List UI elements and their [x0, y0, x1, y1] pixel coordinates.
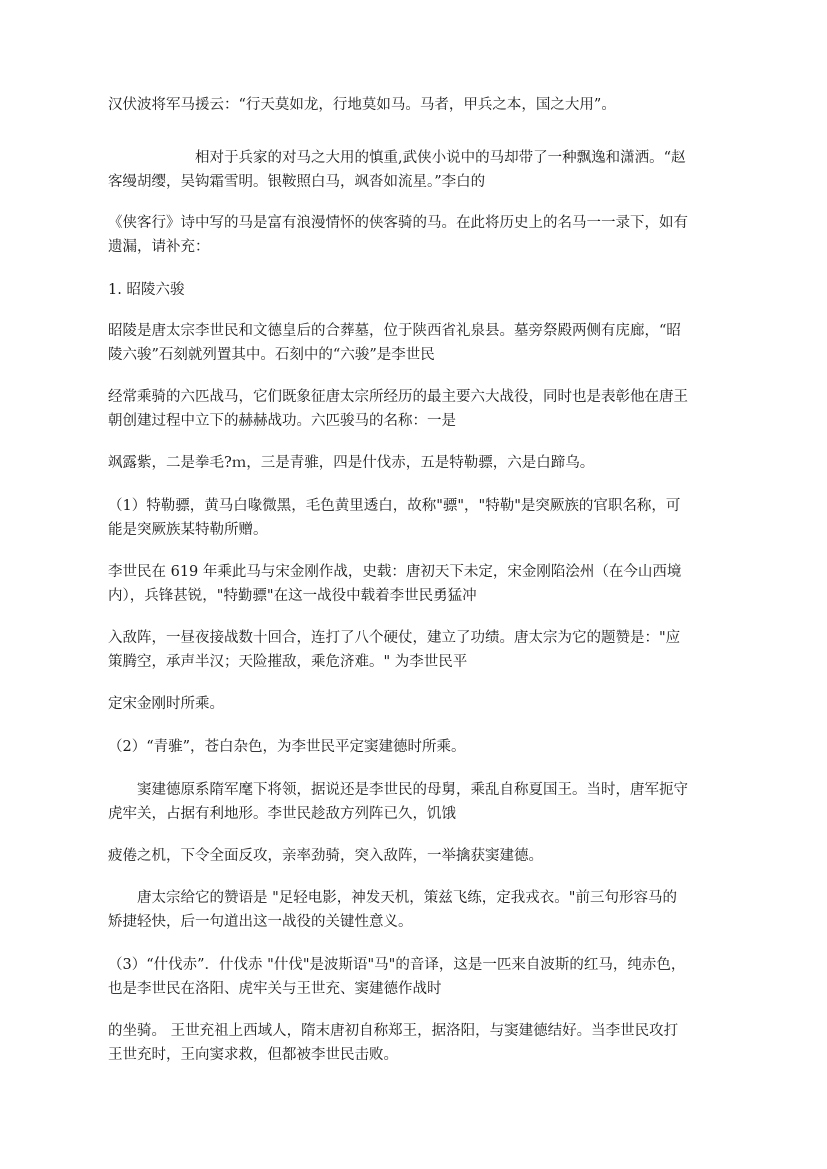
text-line: 朝创建过程中立下的赫赫战功。六匹骏马的名称：一是 [108, 413, 456, 429]
paragraph-wang-shichong [108, 1019, 708, 1067]
paragraph-qingzhui [108, 735, 708, 759]
text-line: 内），兵锋甚锐，"特勤骠"在这一战役中载着李世民勇猛冲 [108, 588, 477, 604]
text-line: 飒露紫，二是拳毛?ｍ，三是青骓，四是什伐赤，五是特勒骠，六是白蹄乌。 [108, 455, 595, 471]
paragraph-ma-yuan-quote [108, 93, 708, 117]
text-line: （1）特勒骠，黄马白喙微黑，毛色黄里透白，故称"骠"，"特勒"是突厥族的官职名称，可 [108, 498, 681, 514]
text-line: 相对于兵家的对马之大用的慎重,武侠小说中的马却带了一种飘逸和潇洒。“赵 [108, 150, 686, 166]
text-line: 定宋金刚时所乘。 [108, 696, 224, 712]
text-line: 窦建德原系隋军麾下将领，据说还是李世民的母舅，乘乱自称夏国王。当时，唐军扼守 [108, 782, 688, 798]
section-heading-zhaoling [108, 278, 708, 302]
text-line: 唐太宗给它的赞语是 "足轻电影，神发天机，策兹飞练，定我戎衣。"前三句形容马的 [108, 890, 677, 906]
paragraph-song-jingang-end [108, 692, 708, 716]
text-line: （2）“青骓”，苍白杂色，为李世民平定窦建德时所乘。 [108, 739, 466, 755]
text-line: 矫捷轻快，后一句道出这一战役的关键性意义。 [108, 914, 413, 930]
paragraph-zhaoling-tomb [108, 319, 708, 367]
paragraph-horse-names [108, 451, 708, 475]
text-line: 虎牢关，占据有利地形。李世民趁敌方列阵已久，饥饿 [108, 806, 456, 822]
paragraph-telebiao [108, 494, 708, 542]
paragraph-telebiao-eulogy [108, 626, 708, 674]
text-line: 的坐骑。 王世充祖上西域人，隋末唐初自称郑王，据洛阳，与窦建德结好。当李世民攻打 [108, 1023, 679, 1039]
paragraph-wuxia-horse-intro [108, 146, 708, 194]
paragraph-shifachi [108, 953, 708, 1001]
text-line: 经常乘骑的六匹战马，它们既象征唐太宗所经历的最主要六大战役，同时也是表彰他在唐王 [108, 389, 688, 405]
paragraph-capture-dou [108, 844, 708, 868]
paragraph-xiakexing [108, 211, 708, 259]
text-line: 昭陵是唐太宗李世民和文德皇后的合葬墓，位于陕西省礼泉县。墓旁祭殿两侧有庑廊，“昭 [108, 323, 681, 339]
text-line: 《侠客行》诗中写的马是富有浪漫情怀的侠客骑的马。在此将历史上的名马一一录下，如有 [108, 215, 688, 231]
text-line: （3）“什伐赤”．什伐赤 "什伐"是波斯语"马"的音译，这是一匹来自波斯的红马，纯赤色， [108, 957, 686, 973]
text-line: 汉伏波将军马援云：“行天莫如龙，行地莫如马。马者，甲兵之本，国之大用”。 [108, 97, 616, 113]
text-line: 1. 昭陵六骏 [108, 282, 185, 298]
text-line: 陵六骏”石刻就列置其中。石刻中的“六骏”是李世民 [108, 347, 435, 363]
text-line: 策腾空，承声半汉；天险摧敌，乘危济难。" 为李世民平 [108, 654, 468, 670]
text-line: 遗漏，请补充： [108, 239, 210, 255]
text-line: 能是突厥族某特勒所赠。 [108, 522, 268, 538]
text-line: 客缦胡缨，吴钩霜雪明。银鞍照白马，飒沓如流星。”李白的 [108, 174, 486, 190]
text-line: 入敌阵，一昼夜接战数十回合，连打了八个硬仗，建立了功绩。唐太宗为它的题赞是："应 [108, 630, 681, 646]
paragraph-qingzhui-eulogy [108, 886, 708, 934]
text-line: 王世充时，王向窦求救，但都被李世民击败。 [108, 1047, 398, 1063]
text-line: 也是李世民在洛阳、虎牢关与王世充、窦建德作战时 [108, 981, 442, 997]
text-line: 李世民在 619 年乘此马与宋金刚作战，史载：唐初天下未定，宋金刚陷浍州（在今山西境 [108, 564, 682, 580]
text-line: 疲倦之机，下令全面反攻，亲率劲骑，突入敌阵，一举擒获窦建德。 [108, 848, 543, 864]
paragraph-six-horses [108, 385, 708, 433]
paragraph-song-jingang-battle [108, 560, 708, 608]
paragraph-dou-jiande [108, 778, 708, 826]
